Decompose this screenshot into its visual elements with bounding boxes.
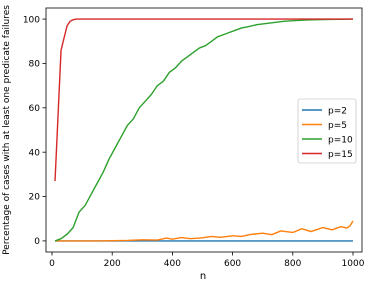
legend-label-p=15: p=15 [328, 150, 353, 160]
x-tick-label: 400 [163, 259, 181, 269]
y-tick-label: 20 [28, 192, 40, 203]
x-tick-label: 800 [284, 259, 302, 269]
legend-label-p=2: p=2 [328, 106, 347, 117]
y-tick-label: 100 [22, 15, 40, 26]
x-tick-label: 0 [49, 259, 55, 269]
y-tick-label: 80 [28, 59, 40, 70]
y-tick-label: 60 [28, 104, 40, 115]
legend-label-p=5: p=5 [328, 121, 347, 131]
x-tick-label: 200 [103, 259, 121, 269]
legend [298, 99, 356, 163]
y-tick-label: 40 [28, 148, 40, 159]
x-tick-label: 600 [223, 259, 242, 269]
x-tick-label: 1000 [341, 259, 365, 269]
legend-label-p=10: p=10 [328, 135, 353, 146]
y-axis-label: Percentage of cases with at least one predicate failures [2, 5, 12, 255]
x-axis-label: n [199, 271, 207, 280]
y-tick-label: 0 [34, 237, 40, 248]
